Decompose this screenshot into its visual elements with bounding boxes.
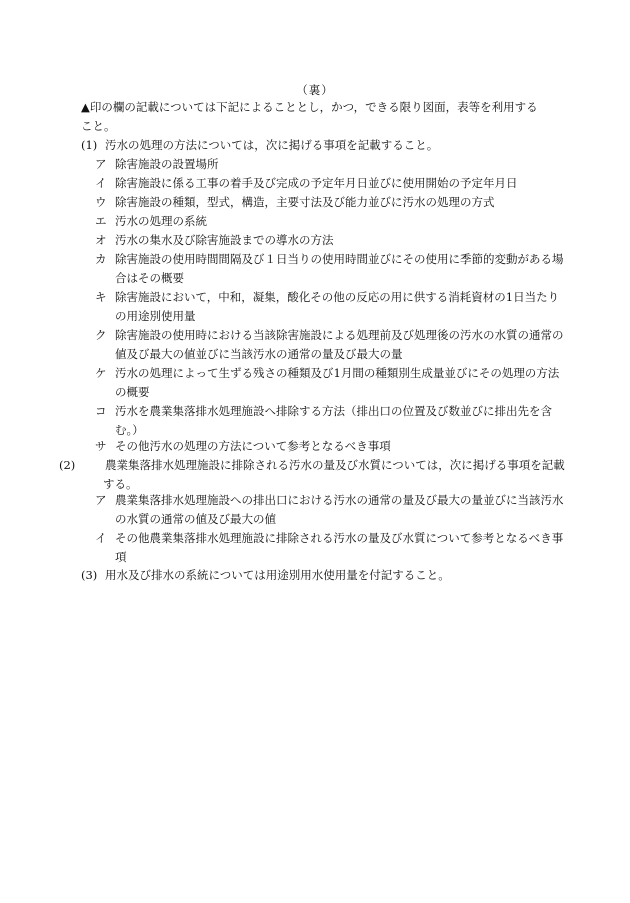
item-mark: イ bbox=[95, 176, 107, 190]
section-2-item-a bbox=[95, 491, 567, 529]
section-1-item-i bbox=[95, 174, 567, 193]
item-text: 汚水の集水及び除害施設までの導水の方法 bbox=[115, 233, 334, 247]
item-text: 除害施設の設置場所 bbox=[115, 157, 219, 171]
item-mark: サ bbox=[95, 439, 107, 453]
section-1-item-e bbox=[95, 212, 567, 231]
item-mark: カ bbox=[95, 252, 107, 266]
item-text: 除害施設において，中和，凝集，酸化その他の反応の用に供する消耗資材の1日当たりの用途別使用量 bbox=[115, 290, 560, 323]
section-1-item-sa bbox=[95, 437, 567, 456]
section-1-item-o bbox=[95, 231, 567, 250]
section-1-item-ko bbox=[95, 402, 567, 440]
item-text: その他汚水の処理の方法について参考となるべき事項 bbox=[115, 439, 391, 453]
section-3 bbox=[81, 566, 549, 585]
page-heading: （裏） bbox=[296, 83, 334, 97]
item-text: 除害施設の使用時における当該除害施設による処理前及び処理後の汚水の水質の通常の値及び最大の値並びに当該汚水の通常の量及び最大の量 bbox=[115, 328, 564, 361]
item-mark: イ bbox=[95, 531, 107, 545]
section-1-item-a bbox=[95, 155, 567, 174]
item-mark: ア bbox=[95, 493, 107, 507]
item-mark: ア bbox=[95, 157, 107, 171]
section-1-item-u bbox=[95, 193, 567, 212]
item-text: 汚水の処理によって生ずる残さの種類及び1月間の種類別生成量並びにその処理の方法の概要 bbox=[115, 366, 560, 399]
section-1-number: (1) bbox=[81, 138, 98, 152]
section-2-number: (2) bbox=[59, 458, 76, 472]
item-mark: ケ bbox=[95, 366, 107, 380]
section-2-text: 農業集落排水処理施設に排除される汚水の量及び水質については，次に掲げる事項を記載する。 bbox=[103, 458, 565, 491]
item-mark: ウ bbox=[95, 195, 107, 209]
section-1-text: 汚水の処理の方法については，次に掲げる事項を記載すること。 bbox=[105, 138, 439, 152]
section-1-item-ka bbox=[95, 250, 567, 288]
intro-note: ▲印の欄の記載については下記によることとし，かつ，できる限り図面，表等を利用すること。 bbox=[81, 100, 538, 133]
section-1-item-ku bbox=[95, 326, 567, 364]
item-text: 農業集落排水処理施設への排出口における汚水の通常の量及び最大の量並びに当該汚水の水質の通常の値及び最大の値 bbox=[115, 493, 564, 526]
item-mark: キ bbox=[95, 290, 107, 304]
section-1-item-ki bbox=[95, 288, 567, 326]
item-text: その他農業集落排水処理施設に排除される汚水の量及び水質について参考となるべき事項 bbox=[115, 531, 564, 564]
section-3-number: (3) bbox=[81, 568, 98, 582]
item-text: 除害施設の種類，型式，構造，主要寸法及び能力並びに汚水の処理の方式 bbox=[115, 195, 495, 209]
section-2 bbox=[59, 456, 571, 494]
item-mark: エ bbox=[95, 214, 107, 228]
section-1-item-ke bbox=[95, 364, 567, 402]
section-2-item-i bbox=[95, 529, 567, 567]
section-1 bbox=[81, 136, 549, 155]
section-3-text: 用水及び排水の系統については用途別用水使用量を付記すること。 bbox=[105, 568, 450, 582]
item-text: 汚水を農業集落排水処理施設へ排除する方法（排出口の位置及び数並びに排出先を含む。） bbox=[115, 404, 552, 437]
item-mark: オ bbox=[95, 233, 107, 247]
item-text: 汚水の処理の系統 bbox=[115, 214, 207, 228]
item-mark: ク bbox=[95, 328, 107, 342]
item-text: 除害施設に係る工事の着手及び完成の予定年月日並びに使用開始の予定年月日 bbox=[115, 176, 518, 190]
item-text: 除害施設の使用時間間隔及び１日当りの使用時間並びにその使用に季節的変動がある場合はその概要 bbox=[115, 252, 564, 285]
item-mark: コ bbox=[95, 404, 107, 418]
